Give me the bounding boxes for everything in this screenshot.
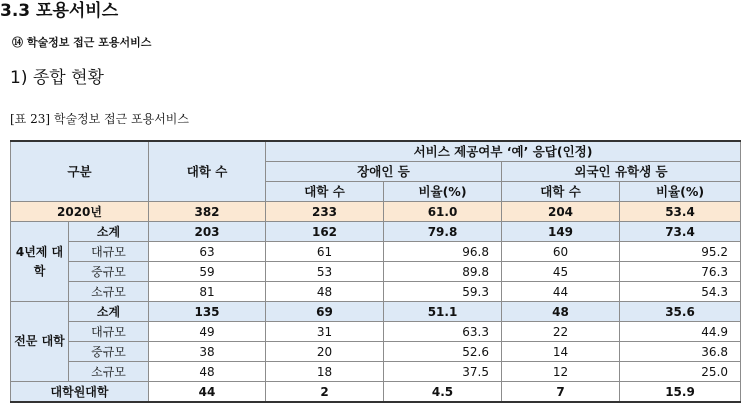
header-category: 구분	[11, 141, 149, 202]
cell: 44	[502, 282, 620, 302]
table-row-graduate	[11, 382, 741, 403]
cell: 44.9	[620, 322, 741, 342]
group-label-4year: 4년제 대학	[11, 222, 69, 302]
cell: 15.9	[620, 382, 741, 403]
cell: 22	[502, 322, 620, 342]
table-caption: [표 23] 학술정보 접근 포용서비스	[10, 112, 189, 126]
cell: 89.8	[384, 262, 502, 282]
cell: 60	[502, 242, 620, 262]
cell-disabled-ratio: 61.0	[384, 202, 502, 222]
cell: 48	[502, 302, 620, 322]
cell: 4.5	[384, 382, 502, 403]
row-label: 소계	[69, 302, 149, 322]
row-label: 소규모	[69, 362, 149, 382]
cell-foreign-ratio: 53.4	[620, 202, 741, 222]
cell-foreign-univ: 204	[502, 202, 620, 222]
cell: 95.2	[620, 242, 741, 262]
cell: 18	[266, 362, 384, 382]
row-label: 소규모	[69, 282, 149, 302]
header-service-group: 서비스 제공여부 ‘예’ 응답(인정)	[266, 141, 741, 162]
table-row	[11, 282, 741, 302]
cell: 25.0	[620, 362, 741, 382]
cell: 2	[266, 382, 384, 403]
cell-univ-count: 382	[149, 202, 266, 222]
table-row	[11, 322, 741, 342]
cell: 20	[266, 342, 384, 362]
cell: 31	[266, 322, 384, 342]
table-row-year	[11, 202, 741, 222]
cell: 96.8	[384, 242, 502, 262]
cell: 48	[266, 282, 384, 302]
header-foreign: 외국인 유학생 등	[502, 162, 741, 182]
cell: 149	[502, 222, 620, 242]
cell: 52.6	[384, 342, 502, 362]
cell: 14	[502, 342, 620, 362]
cell: 44	[149, 382, 266, 403]
cell: 35.6	[620, 302, 741, 322]
header-foreign-ratio: 비율(%)	[620, 182, 741, 202]
table-row	[11, 262, 741, 282]
inclusion-service-table	[10, 140, 741, 403]
header-univ-count: 대학 수	[149, 141, 266, 202]
cell: 69	[266, 302, 384, 322]
table-row	[11, 362, 741, 382]
item-title: 1) 종합 현황	[10, 68, 104, 88]
header-disabled-ratio: 비율(%)	[384, 182, 502, 202]
cell: 49	[149, 322, 266, 342]
cell: 51.1	[384, 302, 502, 322]
row-label: 대학원대학	[11, 382, 149, 403]
header-disabled-univ: 대학 수	[266, 182, 384, 202]
section-title: 3.3 포용서비스	[0, 1, 119, 21]
header-disabled: 장애인 등	[266, 162, 502, 182]
cell: 45	[502, 262, 620, 282]
cell: 135	[149, 302, 266, 322]
table-row	[11, 222, 741, 242]
cell: 53	[266, 262, 384, 282]
cell: 48	[149, 362, 266, 382]
cell: 81	[149, 282, 266, 302]
cell: 12	[502, 362, 620, 382]
row-label: 소계	[69, 222, 149, 242]
cell: 63	[149, 242, 266, 262]
cell: 162	[266, 222, 384, 242]
header-foreign-univ: 대학 수	[502, 182, 620, 202]
row-label: 중규모	[69, 342, 149, 362]
cell: 203	[149, 222, 266, 242]
cell: 79.8	[384, 222, 502, 242]
cell: 59.3	[384, 282, 502, 302]
cell: 37.5	[384, 362, 502, 382]
cell: 54.3	[620, 282, 741, 302]
cell: 61	[266, 242, 384, 262]
cell: 76.3	[620, 262, 741, 282]
subsection-title: ⑭ 학술정보 접근 포용서비스	[12, 36, 152, 49]
row-label: 2020년	[11, 202, 149, 222]
cell: 38	[149, 342, 266, 362]
cell: 59	[149, 262, 266, 282]
cell: 73.4	[620, 222, 741, 242]
table-row	[11, 302, 741, 322]
row-label: 중규모	[69, 262, 149, 282]
row-label: 대규모	[69, 322, 149, 342]
group-label-college: 전문 대학	[11, 302, 69, 382]
row-label: 대규모	[69, 242, 149, 262]
table-row	[11, 242, 741, 262]
cell: 7	[502, 382, 620, 403]
cell: 36.8	[620, 342, 741, 362]
table-row	[11, 342, 741, 362]
cell-disabled-univ: 233	[266, 202, 384, 222]
cell: 63.3	[384, 322, 502, 342]
